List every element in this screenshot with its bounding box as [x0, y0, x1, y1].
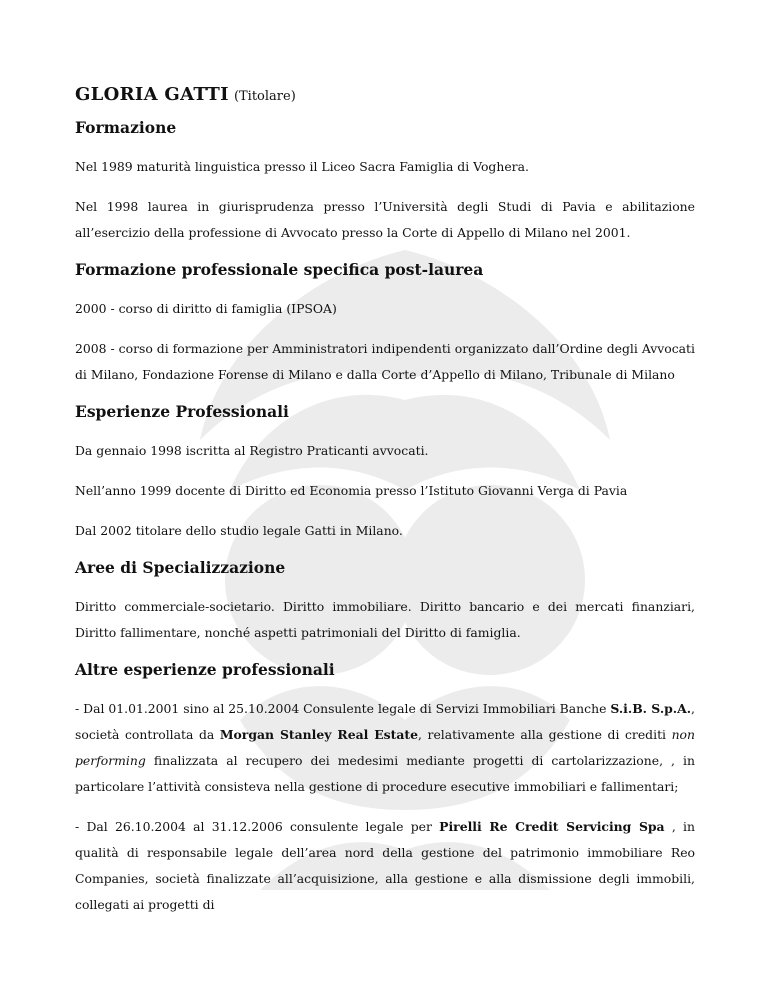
- altre-paragraph-2: [75, 814, 695, 918]
- person-role: (Titolare): [233, 89, 296, 104]
- altre-item2-text-a: - Dal 26.10.2004 al 31.12.2006 consulente legale per: [75, 819, 440, 834]
- company-pirelli: Pirelli Re Credit Servicing Spa: [439, 819, 665, 834]
- company-sib: S.i.B. S.p.A.: [610, 701, 692, 716]
- section-title-esperienze: Esperienze Professionali: [75, 402, 289, 421]
- section-title-post-laurea: Formazione professionale specifica post-laurea: [75, 260, 484, 279]
- altre-item1-text-d: , relativamente alla gestione di crediti: [418, 727, 672, 742]
- name-line: [75, 84, 695, 105]
- esperienze-paragraph-1: Da gennaio 1998 iscritta al Registro Praticanti avvocati.: [75, 443, 429, 458]
- formazione-paragraph-2: Nel 1998 laurea in giurisprudenza presso l’Università degli Studi di Pavia e abilitazione all’esercizio della professione di Avvocato presso la Corte di Appello di Milano nel 2001.: [75, 199, 695, 240]
- person-name: GLORIA GATTI: [75, 84, 229, 105]
- formazione-paragraph-1: Nel 1989 maturità linguistica presso il Liceo Sacra Famiglia di Voghera.: [75, 159, 529, 174]
- altre-item2-text-c: , in qualità di responsabile legale dell’area nord della gestione del patrimonio immobiliare Reo Companies, società finalizzate all’acquisizione, alla gestione e alla dismissione degli immobili, collegati ai progetti di: [75, 819, 695, 912]
- company-morgan-stanley: Morgan Stanley Real Estate: [219, 727, 419, 742]
- section-title-aree: Aree di Specializzazione: [75, 558, 286, 577]
- cv-document: [75, 84, 695, 926]
- altre-item1-text-e: finalizzata al recupero dei medesimi mediante progetti di cartolarizzazione, , in particolare l’attività consisteva nella gestione di procedure esecutive immobiliari e fallimentari;: [75, 753, 695, 794]
- section-title-altre: Altre esperienze professionali: [75, 660, 335, 679]
- post-laurea-paragraph-1: 2000 - corso di diritto di famiglia (IPSOA): [75, 301, 337, 316]
- altre-paragraph-1: [75, 696, 695, 800]
- altre-item1-text-a: - Dal 01.01.2001 sino al 25.10.2004 Consulente legale di Servizi Immobiliari Banche: [75, 701, 611, 716]
- post-laurea-paragraph-2: 2008 - corso di formazione per Amministratori indipendenti organizzato dall’Ordine degli Avvocati di Milano, Fondazione Forense di Milano e dalla Corte d’Appello di Milano, Tribunale di Milano: [75, 341, 695, 382]
- section-title-formazione: Formazione: [75, 118, 177, 137]
- altre-item1-text-c: , società controllata da: [75, 701, 695, 742]
- esperienze-paragraph-2: Nell’anno 1999 docente di Diritto ed Economia presso l’Istituto Giovanni Verga di Pavia: [75, 483, 628, 498]
- aree-paragraph-1: Diritto commerciale-societario. Diritto immobiliare. Diritto bancario e dei mercati finanziari, Diritto fallimentare, nonché aspetti patrimoniali del Diritto di famiglia.: [75, 599, 695, 640]
- esperienze-paragraph-3: Dal 2002 titolare dello studio legale Gatti in Milano.: [75, 523, 403, 538]
- term-non-performing: non performing: [75, 727, 695, 768]
